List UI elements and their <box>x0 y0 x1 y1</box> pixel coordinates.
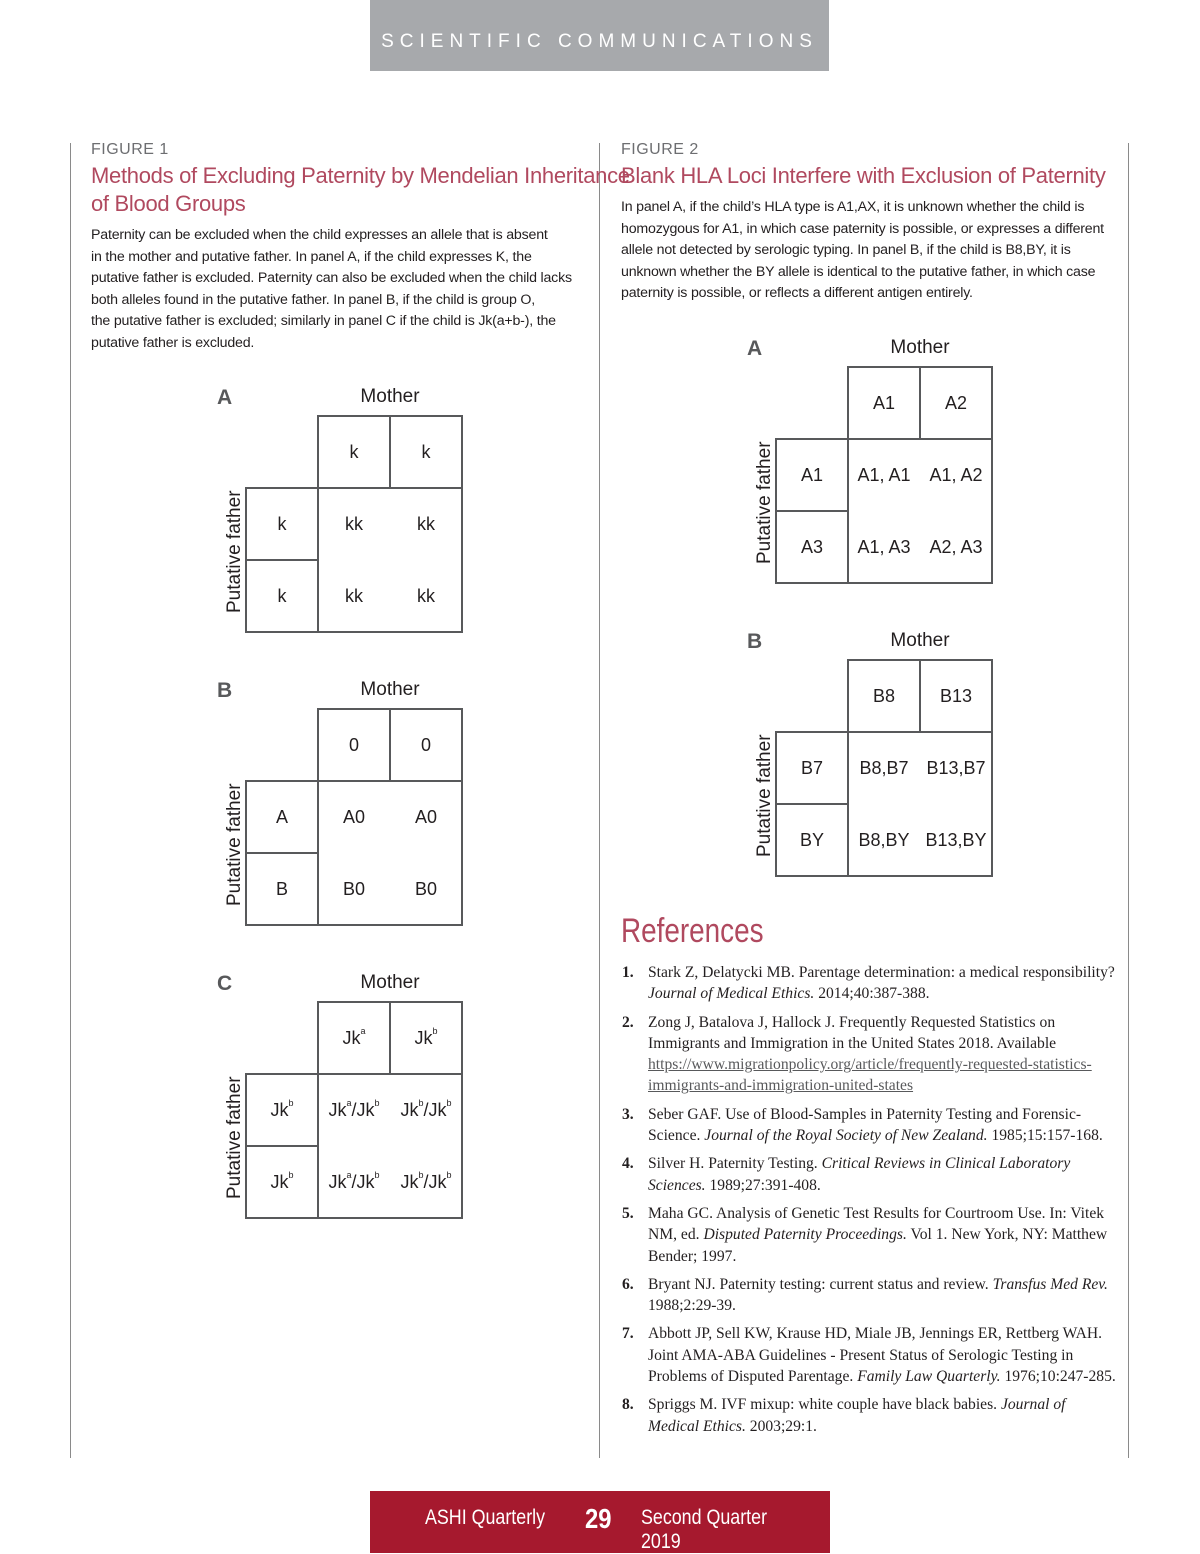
column-rule-middle <box>599 143 600 1458</box>
fig1-panel-a-mother-allele: k <box>349 441 359 462</box>
fig2-panel-a-offspring-cell: A2, A3 <box>929 536 983 557</box>
reference-number: 5. <box>622 1204 634 1222</box>
reference-text: Silver H. Paternity Testing. <box>648 1155 822 1173</box>
caption-line: homozygous for A1, in which case paternity is possible, or expresses a different <box>621 220 1104 237</box>
reference-text: Stark Z, Delatycki MB. Parentage determination: a medical responsibility? <box>648 964 1115 981</box>
reference-text: 1985;15:157-168. <box>987 1127 1103 1145</box>
fig1-panel-a-father-label: Putative father <box>224 490 245 613</box>
fig1-panel-b-mother-allele: 0 <box>420 734 431 755</box>
caption-line: the putative father is excluded; similarly in panel C if the child is Jk(a+b-), the <box>91 313 556 330</box>
fig1-panel-c-offspring-cell: Jk $^a$ /Jk $^b$ <box>328 1170 380 1192</box>
reference-text: Bryant NJ. Paternity testing: current status and review. <box>648 1275 993 1293</box>
fig1-panel-c-father-allele: Jk $^b$ <box>270 1170 294 1192</box>
fig1-panel-b-offspring-cell: A0 <box>414 806 438 827</box>
fig2-panel-a-letter: A <box>747 337 763 360</box>
caption-line: putative father is excluded. Paternity can also be excluded when the child lacks <box>91 270 572 287</box>
footer-issue: Second Quarter 2019 <box>641 1506 768 1553</box>
reference-journal: Critical Reviews in Clinical Laboratory Sciences. <box>648 1155 1071 1194</box>
fig1-panel-a-mother-allele: k <box>421 441 431 462</box>
fig1-panel-c-mother-allele: Jk $^b$ <box>414 1026 438 1048</box>
column-rule-left <box>70 143 71 1458</box>
fig1-panel-a-offspring-cell: kk <box>345 585 363 606</box>
fig1-panel-b-father-label: Putative father <box>224 783 245 906</box>
fig1-panel-c-offspring-cell: Jk $^b$ /Jk $^b$ <box>400 1170 452 1192</box>
reference-journal: Journal of Medical Ethics. <box>648 1396 1066 1435</box>
fig1-panel-a-offspring-cell: kk <box>417 585 435 606</box>
fig1-panel-c-father-allele: Jk $^b$ <box>270 1098 294 1120</box>
reference-item <box>620 1394 1116 1437</box>
figure1-label: FIGURE 1 <box>91 141 169 158</box>
caption-line: In panel A, if the child’s HLA type is A1,AX, it is unknown whether the child is <box>621 199 1085 215</box>
reference-text: 1976;10:247-285. <box>1000 1368 1116 1386</box>
fig2-panel-b-offspring-cell: B13,BY <box>925 829 987 850</box>
fig2-panel-b-mother-allele: B13 <box>939 685 973 706</box>
reference-item <box>620 1104 1116 1147</box>
fig1-panel-a-father-allele: k <box>277 585 287 606</box>
fig2-panel-a-offspring-cell: A1, A3 <box>857 536 911 557</box>
page-footer <box>370 1491 830 1553</box>
fig1-panel-a-letter: A <box>217 386 233 409</box>
fig2-panel-a-father-allele: A3 <box>800 536 824 557</box>
reference-number: 3. <box>622 1105 634 1123</box>
fig2-panel-a-father-label: Putative father <box>754 441 775 564</box>
fig2-panel-b-offspring-cell: B8,B7 <box>859 757 909 778</box>
reference-number: 6. <box>622 1275 634 1293</box>
fig2-panel-a-father-allele: A1 <box>800 464 824 485</box>
fig1-panel-c-father-label: Putative father <box>224 1076 245 1199</box>
fig1-panel-b-offspring-cell: A0 <box>342 806 366 827</box>
fig1-panel-c-mother-allele: Jk $^a$ <box>342 1026 366 1048</box>
reference-link[interactable]: https://www.migrationpolicy.org/article/frequently-requested-statistics-immigrants-and-immigration-united-states <box>648 1056 1092 1095</box>
fig1-panel-b-father-allele: B <box>275 878 288 899</box>
figure2-label: FIGURE 2 <box>621 141 699 158</box>
reference-number: 1. <box>622 964 634 981</box>
fig2-panel-a-offspring-cell: A1, A2 <box>929 464 983 485</box>
fig2-panel-b-mother-label: Mother <box>890 630 950 651</box>
fig1-panel-c-letter: C <box>217 972 233 995</box>
reference-item <box>620 1323 1116 1387</box>
fig1-panel-c-offspring-cell: Jk $^a$ /Jk $^b$ <box>328 1098 380 1120</box>
fig2-panel-b-letter: B <box>747 630 763 653</box>
reference-text: 1989;27:391-408. <box>705 1176 821 1194</box>
fig1-panel-b-offspring-cell: B0 <box>342 878 366 899</box>
fig2-panel-a-offspring-cell: A1, A1 <box>857 464 911 485</box>
caption-line: putative father is excluded. <box>91 334 255 351</box>
fig2-panel-b-father-label: Putative father <box>754 734 775 857</box>
fig2-panel-b-offspring-cell: B13,B7 <box>926 757 986 778</box>
fig1-panel-c-offspring-cell: Jk $^b$ /Jk $^b$ <box>400 1098 452 1120</box>
reference-journal: Transfus Med Rev. <box>992 1275 1108 1293</box>
fig1-panel-a-mother-label: Mother <box>360 386 420 407</box>
reference-item <box>620 1012 1116 1097</box>
fig2-panel-a-mother-label: Mother <box>890 337 950 358</box>
figure1-caption <box>91 225 572 355</box>
figure2-caption <box>621 197 1104 305</box>
reference-journal: Disputed Paternity Proceedings. <box>703 1226 907 1244</box>
reference-item <box>620 1274 1116 1317</box>
reference-text: 2014;40:387-388. <box>814 985 930 1003</box>
reference-text: Vol 1. New York, NY: Matthew Bender; 1997. <box>648 1226 1108 1265</box>
reference-item <box>620 962 1116 1005</box>
reference-text: Seber GAF. Use of Blood-Samples in Paternity Testing and Forensic-Science. <box>648 1105 1082 1145</box>
fig2-panel-a-mother-allele: A2 <box>944 392 968 413</box>
caption-line: unknown whether the BY allele is identical to the putative father, in which case <box>621 263 1096 280</box>
caption-line: Paternity can be excluded when the child expresses an allele that is absent <box>91 227 548 243</box>
fig1-panel-a-offspring-cell: kk <box>417 513 435 534</box>
reference-text: 2003;29:1. <box>745 1417 817 1435</box>
fig2-panel-b-father-allele: BY <box>799 829 824 850</box>
references-list <box>620 962 1116 1444</box>
caption-line: both alleles found in the putative father. In panel B, if the child is group O, <box>91 291 536 308</box>
fig2-panel-b-father-allele: B7 <box>800 757 824 778</box>
fig1-panel-a-offspring-cell: kk <box>345 513 363 534</box>
figure1-title-line2: of Blood Groups <box>91 191 246 216</box>
reference-number: 2. <box>622 1013 634 1031</box>
reference-text: Spriggs M. IVF mixup: white couple have black babies. <box>648 1396 1001 1414</box>
caption-line: allele not detected by serologic typing. In panel B, if the child is B8,BY, it is <box>621 242 1071 259</box>
reference-text: 1988;2:29-39. <box>648 1297 736 1315</box>
fig2-panel-b-offspring-cell: B8,BY <box>858 829 910 850</box>
fig1-panel-a-father-allele: k <box>277 513 287 534</box>
fig1-panel-b-offspring-cell: B0 <box>414 878 438 899</box>
fig1-panel-b-mother-label: Mother <box>360 679 420 700</box>
reference-text: Abbott JP, Sell KW, Krause HD, Miale JB, Jennings ER, Rettberg WAH. Joint AMA-ABA Guidelines - Present Status of Serologic Testing in Problems of Disputed Parentage. <box>648 1325 1103 1386</box>
section-header: SCIENTIFIC COMMUNICATIONS <box>370 0 829 71</box>
reference-text: Zong J, Batalova J, Hallock J. Frequently Requested Statistics on Immigrants and Immigration in the United States 2018. Available <box>648 1013 1057 1052</box>
caption-line: paternity is possible, or reflects a different antigen entirely. <box>621 285 973 302</box>
references-heading: References <box>621 912 764 950</box>
caption-line: in the mother and putative father. In panel A, if the child expresses K, the <box>91 248 532 265</box>
fig1-panel-b-letter: B <box>217 679 233 702</box>
fig1-panel-c-mother-label: Mother <box>360 972 420 993</box>
reference-text: Maha GC. Analysis of Genetic Test Results for Courtroom Use. In: Vitek NM, ed. <box>648 1204 1105 1244</box>
reference-item <box>620 1203 1116 1267</box>
reference-number: 7. <box>622 1325 634 1343</box>
column-rule-right <box>1128 143 1129 1458</box>
reference-item <box>620 1153 1116 1196</box>
reference-number: 4. <box>622 1155 634 1173</box>
fig2-panel-a-mother-allele: A1 <box>872 392 896 413</box>
figure2-title: Blank HLA Loci Interfere with Exclusion of Paternity <box>621 163 1106 188</box>
footer-page-number: 29 <box>585 1503 612 1534</box>
reference-journal: Family Law Quarterly. <box>857 1368 1001 1386</box>
fig1-panel-b-mother-allele: 0 <box>348 734 359 755</box>
footer-journal: ASHI Quarterly <box>425 1506 546 1529</box>
fig1-panel-b-father-allele: A <box>275 806 288 827</box>
reference-journal: Journal of the Royal Society of New Zealand. <box>704 1127 988 1145</box>
reference-number: 8. <box>622 1396 634 1414</box>
reference-journal: Journal of Medical Ethics. <box>648 985 815 1003</box>
figure1-title-line1: Methods of Excluding Paternity by Mendelian Inheritance <box>91 163 630 188</box>
fig2-panel-b-mother-allele: B8 <box>872 685 896 706</box>
